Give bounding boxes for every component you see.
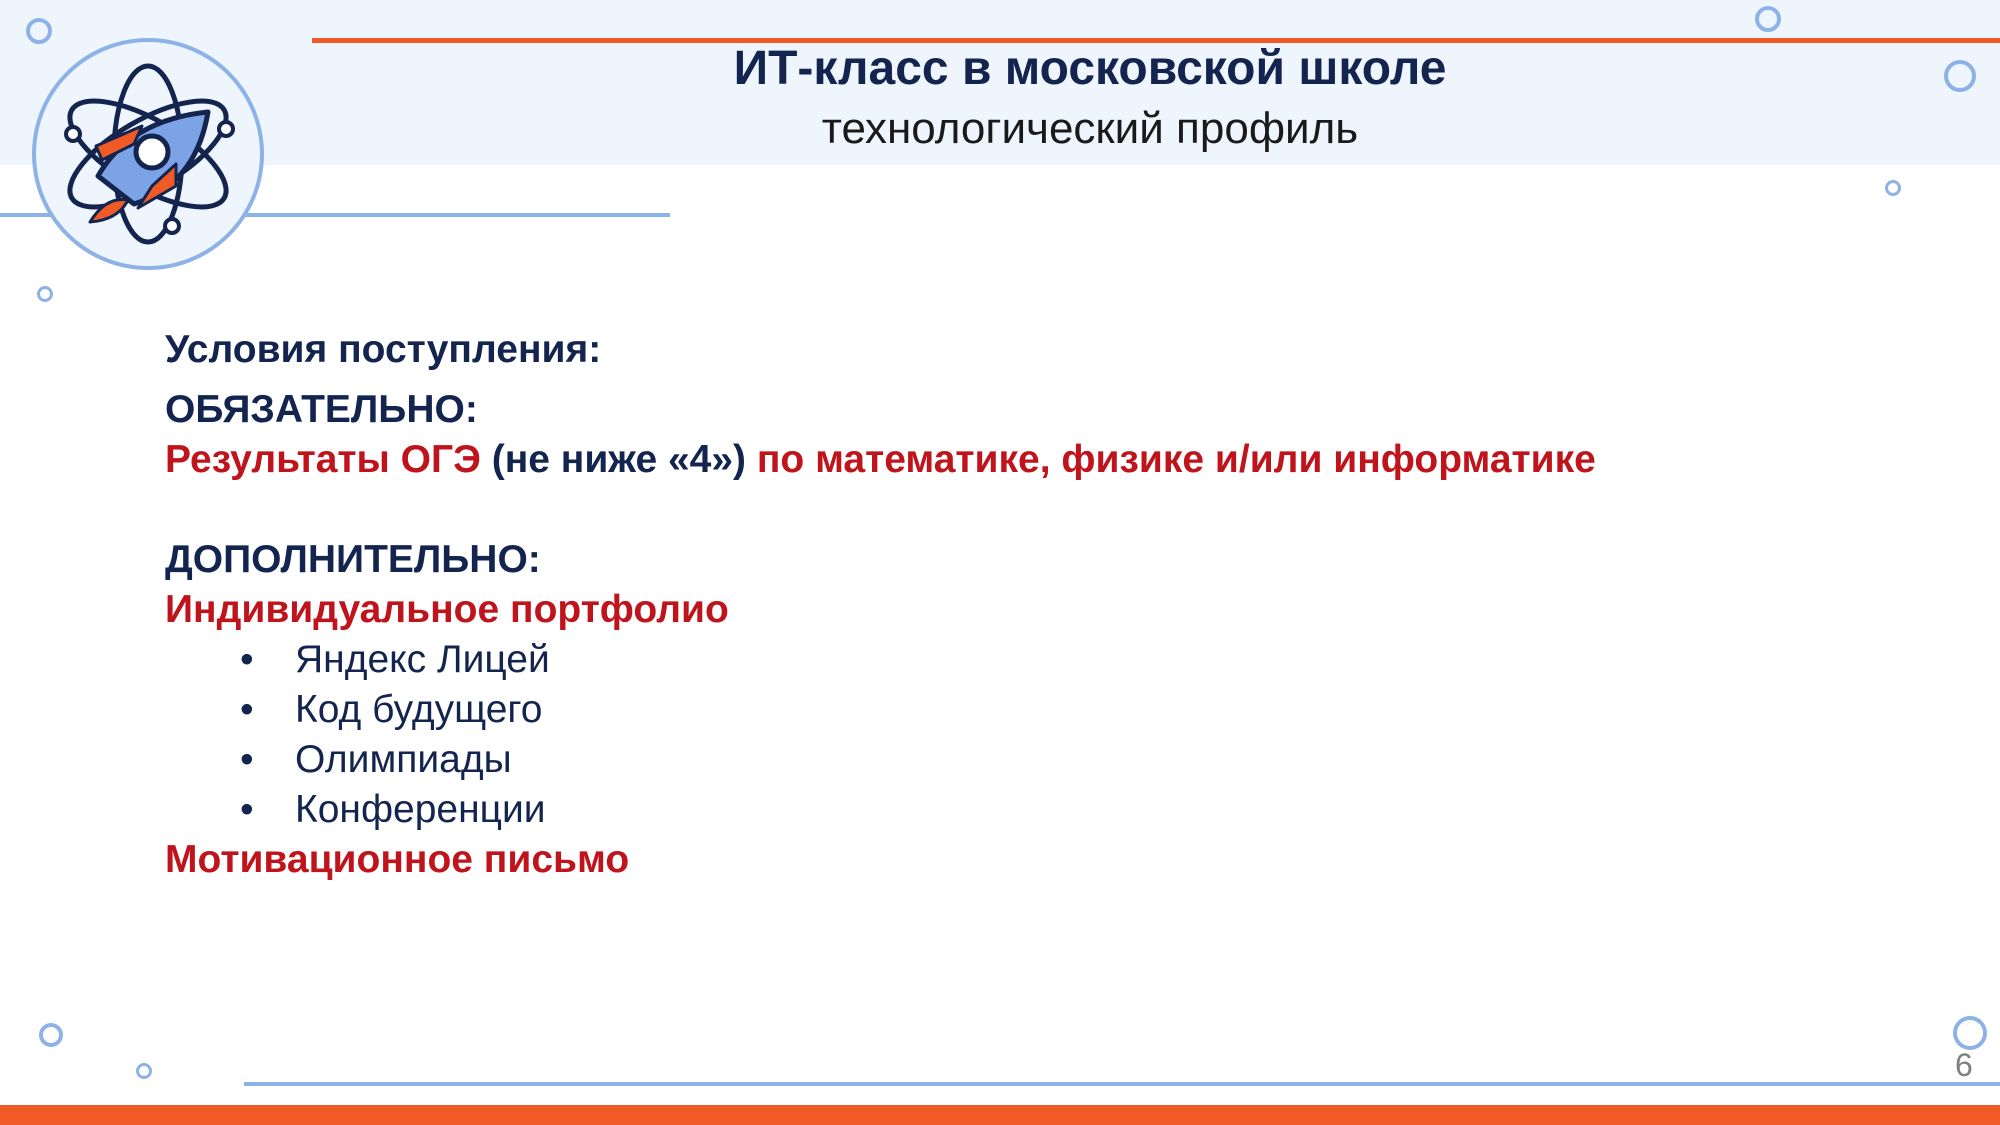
additional-heading: ДОПОЛНИТЕЛЬНО: — [165, 538, 541, 581]
decor-circle — [37, 286, 53, 302]
mandatory-heading: ОБЯЗАТЕЛЬНО: — [165, 388, 478, 431]
header-title-block — [500, 38, 1680, 158]
footer-accent-bar — [0, 1105, 2000, 1125]
bullet-icon: • — [240, 788, 254, 831]
footer-divider-line — [244, 1082, 2000, 1086]
decor-circle — [39, 1023, 63, 1047]
decor-circle — [26, 18, 52, 44]
bullet-icon: • — [240, 638, 254, 681]
list-item — [165, 785, 1945, 835]
page-title: ИТ-класс в московской школе — [733, 42, 1447, 95]
decor-circle — [1953, 1016, 1987, 1050]
list-item — [165, 735, 1945, 785]
decor-circle — [136, 1063, 152, 1079]
subjects-text: по математике, физике и/или информатике — [756, 438, 1596, 481]
portfolio-heading: Индивидуальное портфолио — [165, 588, 729, 631]
mandatory-requirement — [165, 435, 1945, 485]
oge-results-text: Результаты ОГЭ — [165, 438, 481, 481]
list-item-label: Олимпиады — [295, 738, 512, 781]
page-subtitle: технологический профиль — [821, 104, 1359, 153]
list-item — [165, 685, 1945, 735]
motivation-letter: Мотивационное письмо — [165, 838, 630, 881]
decor-circle — [1944, 60, 1976, 92]
portfolio-list — [165, 635, 1945, 835]
bullet-icon: • — [240, 738, 254, 781]
page-number: 6 — [1955, 1047, 1973, 1083]
list-item-label: Конференции — [295, 788, 546, 831]
decor-circle — [1755, 6, 1781, 32]
list-item-label: Код будущего — [295, 688, 543, 731]
grade-condition-text: (не ниже «4») — [480, 438, 757, 481]
spacer — [165, 485, 1945, 535]
main-content — [165, 325, 1945, 885]
bullet-icon: • — [240, 688, 254, 731]
decor-circle — [1885, 180, 1901, 196]
list-item-label: Яндекс Лицей — [295, 638, 550, 681]
rocket-atom-icon — [30, 36, 266, 272]
conditions-heading: Условия поступления: — [165, 328, 602, 371]
list-item — [165, 635, 1945, 685]
